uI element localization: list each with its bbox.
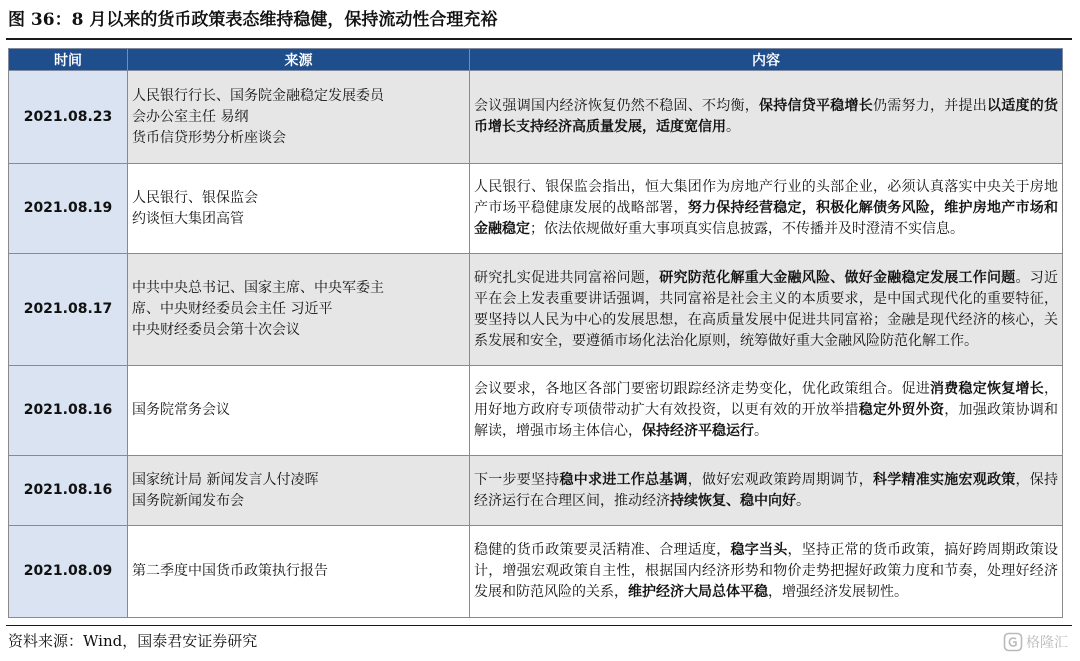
content-emphasis: 稳字当头 [730,542,788,558]
content-emphasis: 持续恢复、稳中向好 [670,492,796,509]
content-text: ，用好地方政府专项债带动扩大有效投资，以更有效的开放举措 [474,381,1058,418]
row-content [470,254,1063,366]
row-content [470,164,1063,254]
content-emphasis: 消费稳定恢复增长 [930,381,1044,397]
content-text: ，保持经济运行在合理区间，推动经济 [474,471,1058,509]
source-line: 会办公室主任 易纲 [132,108,249,125]
header-source: 来源 [128,49,470,71]
source-line: 席、中央财经委员会主任 习近平 [132,301,333,317]
content-text: 。 [796,492,810,509]
row-date: 2021.08.16 [9,366,128,456]
content-text: 。 [754,423,768,439]
row-content [470,71,1063,164]
table-header-row [9,49,1063,71]
content-text: 。习近平在会上发表重要讲话强调，共同富裕是社会主义的本质要求，是中国式现代化的重要特征，要坚持以人民为中心的发展思想，在高质量发展中促进共同富裕；金融是现代经济的核心，关系发展和安全，要遵循市场化法治化原则，统筹做好重大金融风险防范化解工作。 [474,269,1058,349]
content-text: ，增强经济发展韧性。 [768,584,908,600]
content-text: ，加强政策协调和解读，增强市场主体信心， [474,402,1058,439]
row-source [128,456,470,526]
source-line: 第二季度中国货币政策执行报告 [132,563,328,579]
source-line: 国务院新闻发布会 [132,492,244,509]
content-emphasis: 稳定外贸外资 [858,402,945,418]
source-line: 国家统计局 新闻发言人付凌晖 [132,471,319,488]
row-date: 2021.08.19 [9,164,128,254]
content-text: 研究扎实促进共同富裕问题， [474,269,660,286]
content-emphasis: 维护经济大局总体平稳 [628,584,768,600]
row-source [128,366,470,456]
row-date: 2021.08.17 [9,254,128,366]
row-source [128,71,470,164]
content-text: ，做好宏观政策跨周期调节， [687,471,873,488]
source-line: 中共中央总书记、国家主席、中央军委主 [132,280,384,296]
content-text: 会议要求，各地区各部门要密切跟踪经济走势变化，优化政策组合。促进 [474,381,930,397]
row-date: 2021.08.09 [9,526,128,618]
table-row [9,164,1063,254]
header-date: 时间 [9,49,128,71]
table-row [9,71,1063,164]
content-text: 稳健的货币政策要灵活精准、合理适度， [474,542,731,558]
row-date: 2021.08.16 [9,456,128,526]
content-emphasis: 保持信贷平稳增长 [759,98,873,114]
content-text: 会议强调国内经济恢复仍然不稳固、不均衡， [474,98,759,114]
content-emphasis: 努力保持经营稳定，积极化解债务风险，维护房地产市场和金融稳定 [474,200,1058,237]
policy-table [8,48,1063,618]
source-line: 中央财经委员会第十次会议 [132,322,300,338]
watermark-text: 格隆汇 [1026,635,1068,651]
content-emphasis: 研究防范化解重大金融风险、做好金融稳定发展工作问题 [659,269,1016,286]
content-text: ，坚持正常的货币政策，搞好跨周期政策设计，增强宏观政策自主性，根据国内经济形势和物价走势把握好政策力度和节奏，处理好经济发展和防范风险的关系， [474,542,1058,600]
title-divider [6,38,1072,40]
watermark-logo-icon [1003,632,1023,652]
row-content [470,366,1063,456]
content-text: 下一步要坚持 [474,471,560,488]
figure-title: 图 36：8 月以来的货币政策表态维持稳健，保持流动性合理充裕 [8,10,498,30]
source-note: 资料来源：Wind，国泰君安证券研究 [8,632,258,650]
content-emphasis: 保持经济平稳运行 [642,423,754,439]
row-source [128,254,470,366]
row-content [470,526,1063,618]
table-row [9,456,1063,526]
source-line: 人民银行行长、国务院金融稳定发展委员 [132,87,384,104]
watermark [1003,629,1068,655]
content-emphasis: 科学精准实施宏观政策 [873,471,1016,488]
table-row [9,526,1063,618]
content-emphasis: 稳中求进工作总基调 [559,471,688,488]
footer-divider [6,625,1072,626]
source-line: 人民银行、银保监会 [132,189,258,206]
content-emphasis: 以适度的货币增长支持经济高质量发展，适度宽信用 [474,98,1058,135]
row-content [470,456,1063,526]
content-text: 仍需努力，并提出 [873,98,987,114]
table-row [9,366,1063,456]
row-source [128,164,470,254]
source-line: 货币信贷形势分析座谈会 [132,129,286,146]
content-text: ；依法依规做好重大事项真实信息披露，不传播并及时澄清不实信息。 [530,221,964,237]
source-line: 约谈恒大集团高管 [132,210,244,227]
row-date: 2021.08.23 [9,71,128,164]
source-line: 国务院常务会议 [132,402,230,418]
content-text: 。 [726,119,740,135]
header-content: 内容 [470,49,1063,71]
table-row [9,254,1063,366]
row-source [128,526,470,618]
content-text: 人民银行、银保监会指出，恒大集团作为房地产行业的头部企业，必须认真落实中央关于房地产市场平稳健康发展的战略部署， [474,179,1058,216]
